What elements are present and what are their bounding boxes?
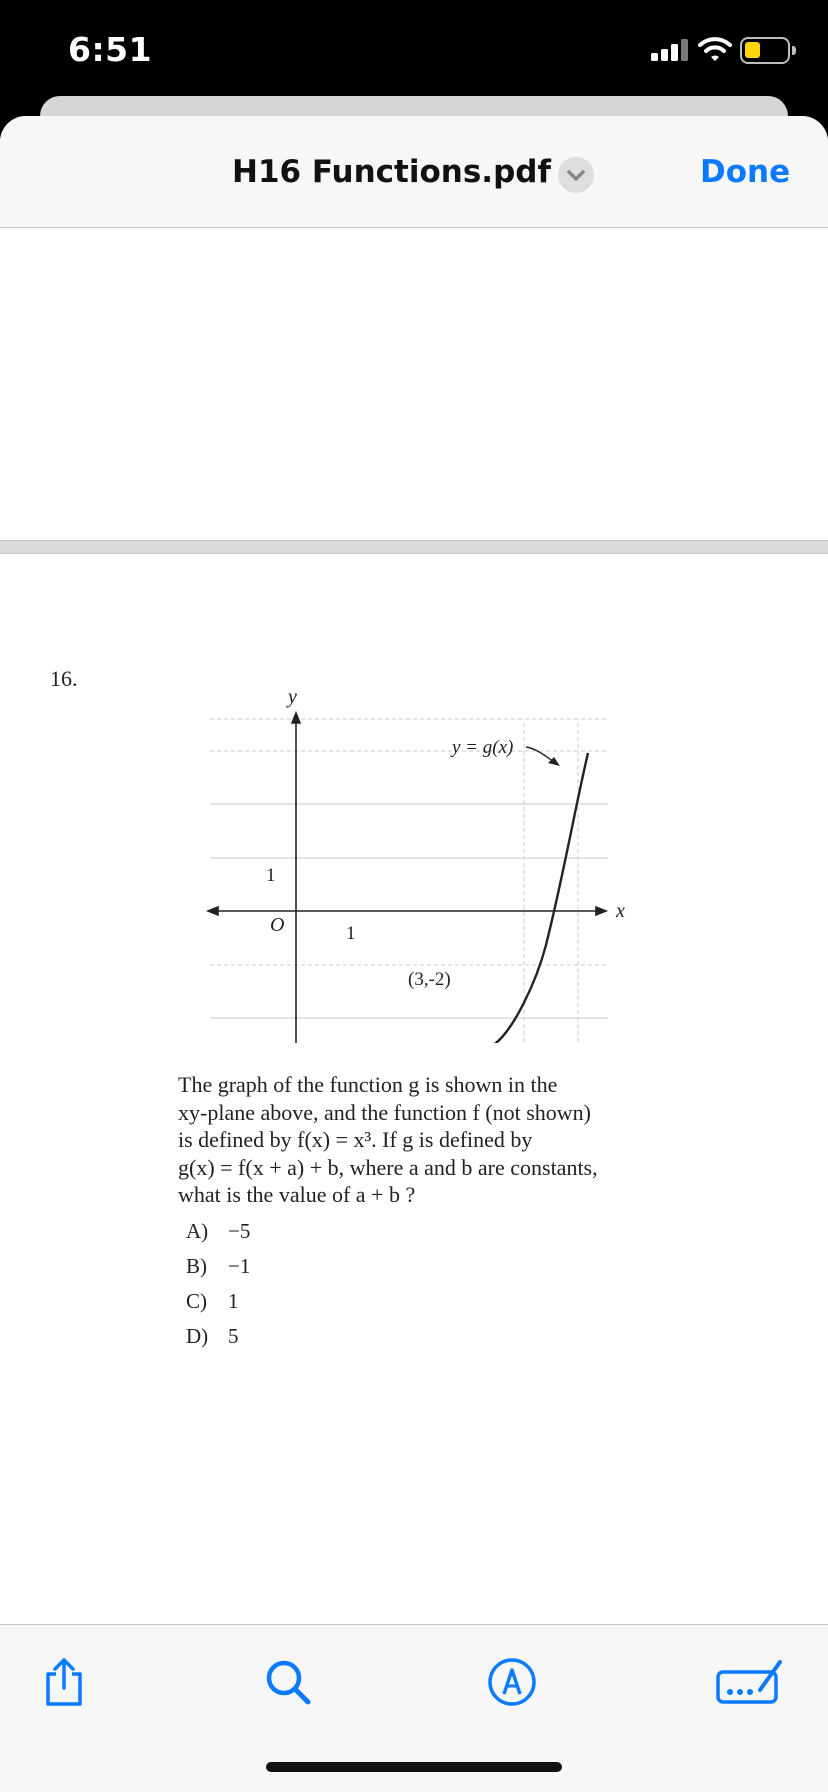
curve-label: y = g(x) xyxy=(452,737,514,758)
question-line: xy-plane above, and the function f (not shown) xyxy=(178,1099,591,1125)
cellular-signal-icon xyxy=(651,39,691,61)
curve-g xyxy=(380,753,588,1043)
markup-icon[interactable] xyxy=(484,1654,540,1710)
document-title[interactable]: H16 Functions.pdf xyxy=(232,154,551,190)
wifi-icon xyxy=(698,36,732,62)
question-line: g(x) = f(x + a) + b, where a and b are constants, xyxy=(178,1154,598,1180)
x-tick-label: 1 xyxy=(346,923,356,944)
home-indicator[interactable] xyxy=(266,1762,562,1772)
answer-choices xyxy=(186,1219,250,1359)
problem-number: 16. xyxy=(50,666,78,691)
search-icon[interactable] xyxy=(260,1654,316,1710)
answer-choice xyxy=(186,1324,250,1359)
choice-letter: A) xyxy=(186,1219,209,1243)
answer-choice xyxy=(186,1254,250,1289)
choice-value: 1 xyxy=(228,1289,239,1313)
choice-value: 5 xyxy=(228,1324,239,1348)
choice-value: −5 xyxy=(228,1219,251,1243)
status-time: 6:51 xyxy=(68,30,153,69)
answer-choice xyxy=(186,1219,250,1254)
page-separator xyxy=(0,540,828,554)
battery-nub xyxy=(792,46,796,55)
share-icon[interactable] xyxy=(36,1654,92,1710)
function-graph xyxy=(196,683,636,1043)
choice-letter: D) xyxy=(186,1324,209,1348)
choice-letter: C) xyxy=(186,1289,207,1313)
x-axis-label: x xyxy=(616,900,625,922)
choice-value: −1 xyxy=(228,1254,251,1278)
choice-letter: B) xyxy=(186,1254,207,1278)
y-axis-label: y xyxy=(288,686,297,708)
annotate-icon[interactable] xyxy=(714,1654,784,1710)
question-line: what is the value of a + b ? xyxy=(178,1182,416,1207)
chevron-down-icon[interactable] xyxy=(558,157,594,193)
question-line: is defined by f(x) = x³. If g is defined by xyxy=(178,1127,533,1152)
question-text xyxy=(178,1071,678,1209)
nav-bar xyxy=(0,116,828,228)
point-label: (3,-2) xyxy=(408,969,451,990)
question-line: The graph of the function g is shown in the xyxy=(178,1072,558,1097)
y-tick-label: 1 xyxy=(266,865,276,886)
answer-choice xyxy=(186,1289,250,1324)
battery-icon xyxy=(740,37,790,64)
done-button[interactable]: Done xyxy=(700,154,791,190)
pdf-content[interactable] xyxy=(0,229,828,1739)
status-bar xyxy=(0,0,828,100)
pdf-viewer-sheet xyxy=(0,116,828,1792)
origin-label: O xyxy=(270,914,285,936)
